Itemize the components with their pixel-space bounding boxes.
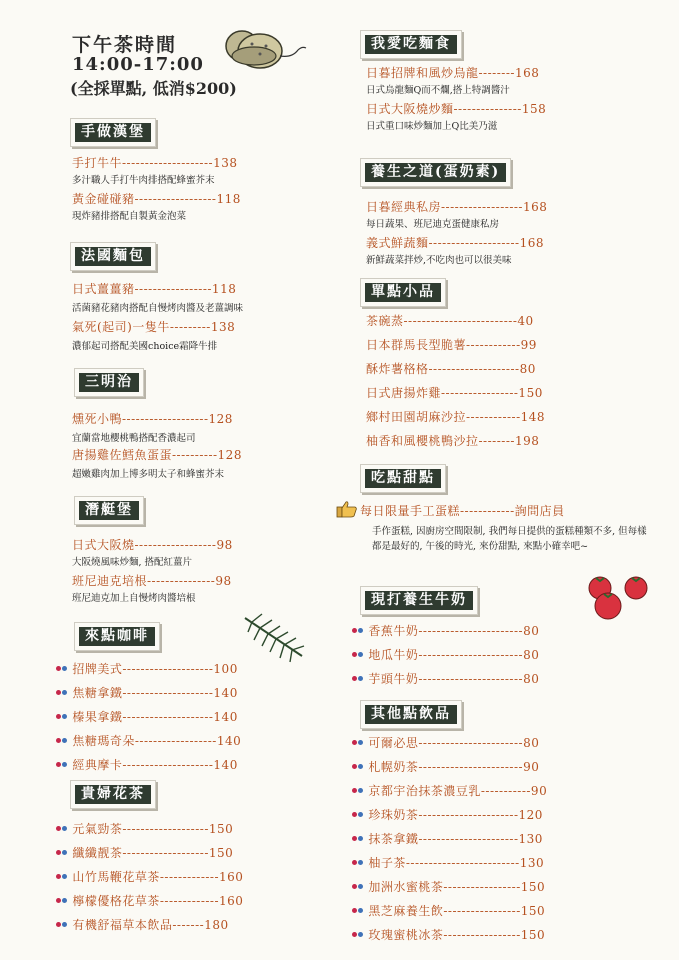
opening-hours: 14:00-17:00 <box>72 54 204 75</box>
menu-item: 日本群馬長型脆薯------------99 <box>366 338 537 352</box>
menu-item: 酥炸薯格格--------------------80 <box>366 362 536 376</box>
list-item: 柚子茶-------------------------130 <box>352 854 544 871</box>
menu-item-desc: 活菌豬花豬肉搭配自慢烤肉醬及老薑調味 <box>72 303 244 314</box>
menu-item: 義式鮮蔬麵--------------------168 <box>366 236 544 250</box>
list-item: 加洲水蜜桃茶-----------------150 <box>352 878 545 895</box>
page-title: 下午茶時間 <box>72 34 178 56</box>
list-item: 有機舒福草本飲品-------180 <box>56 916 229 933</box>
menu-item-desc: 濃郁起司搭配美國choice霜降牛排 <box>72 341 218 352</box>
minimum-charge-note: (全採單點, 低消$200) <box>70 79 237 98</box>
menu-item-desc: 新鮮蔬菜拌炒,不吃肉也可以很美味 <box>366 255 512 266</box>
list-item: 香蕉牛奶-----------------------80 <box>352 622 539 639</box>
list-item: 芋頭牛奶-----------------------80 <box>352 670 539 687</box>
menu-item-desc: 每日蔬果、班尼迪克蛋健康私房 <box>366 219 500 230</box>
menu-item: 柚香和風櫻桃鴨沙拉--------198 <box>366 434 540 448</box>
menu-item: 日暮經典私房------------------168 <box>366 200 548 214</box>
menu-item: 氣死(起司)一隻牛---------138 <box>72 320 236 334</box>
menu-item: 燻死小鴨-------------------128 <box>72 412 233 426</box>
list-item: 經典摩卡--------------------140 <box>56 756 238 773</box>
menu-item: 日式唐揚炸雞-----------------150 <box>366 386 543 400</box>
menu-item-desc: 日式烏龍麵Q而不爛,搭上特調醬汁 <box>366 85 510 96</box>
list-item: 地瓜牛奶-----------------------80 <box>352 646 539 663</box>
menu-item: 茶碗蒸-------------------------40 <box>366 314 534 328</box>
section-sandwich: 三明治 <box>74 368 144 397</box>
menu-item-desc: 現炸豬排搭配自製黃金泡菜 <box>72 211 187 222</box>
list-item: 山竹馬鞭花草茶-------------160 <box>56 868 243 885</box>
section-flower-tea: 貴婦花茶 <box>70 780 156 809</box>
section-noodles: 我愛吃麵食 <box>360 30 462 59</box>
list-item: 京都宇治抹茶濃豆乳-----------90 <box>352 782 547 799</box>
list-item: 札幌奶茶-----------------------90 <box>352 758 539 775</box>
menu-item-desc: 大阪燒風味炒麵, 搭配紅薑片 <box>72 557 193 568</box>
list-item: 焦糖瑪奇朵------------------140 <box>56 732 241 749</box>
list-item: 珍珠奶茶----------------------120 <box>352 806 543 823</box>
list-item: 黑芝麻養生飲-----------------150 <box>352 902 545 919</box>
dessert-note: 手作蛋糕, 因廚房空間限制, 我們每日提供的蛋糕種類不多, 但每樣都是最好的, 午後的時光, 來份甜點, 來點小確幸吧~ <box>372 526 647 552</box>
list-item: 抹茶拿鐵----------------------130 <box>352 830 543 847</box>
list-item: 榛果拿鐵--------------------140 <box>56 708 238 725</box>
pine-branch-illustration <box>240 608 310 664</box>
section-coffee: 來點咖啡 <box>74 622 160 651</box>
section-milk: 現打養生牛奶 <box>360 586 478 615</box>
menu-item-desc: 宜蘭當地櫻桃鴨搭配香濃起司 <box>72 433 196 444</box>
section-submarine: 潛艇堡 <box>74 496 144 525</box>
thumbs-up-icon <box>336 500 358 518</box>
list-item: 元氣勁茶-------------------150 <box>56 820 233 837</box>
section-other-drinks: 其他點飲品 <box>360 700 462 729</box>
menu-item: 黃金碰碰豬------------------118 <box>72 192 241 206</box>
menu-item: 唐揚雞佐鱈魚蛋蛋----------128 <box>72 448 242 462</box>
menu-item: 日暮招牌和風炒烏龍--------168 <box>366 66 540 80</box>
menu-item: 日式薑薑豬-----------------118 <box>72 282 237 296</box>
cookie-illustration <box>212 18 308 78</box>
section-burger: 手做漢堡 <box>70 118 156 147</box>
menu-item-desc: 超嫩雞肉加上博多明太子和蜂蜜芥末 <box>72 469 225 480</box>
menu-item-desc: 班尼迪克加上自慢烤肉醬培根 <box>72 593 196 604</box>
list-item: 玫瑰蜜桃冰茶-----------------150 <box>352 926 545 943</box>
list-item: 招牌美式--------------------100 <box>56 660 238 677</box>
menu-item: 手打牛牛--------------------138 <box>72 156 238 170</box>
list-item: 檸檬優格花草茶-------------160 <box>56 892 243 909</box>
section-french-bread: 法國麵包 <box>70 242 156 271</box>
list-item: 纖纖靓茶-------------------150 <box>56 844 233 861</box>
menu-item: 每日限量手工蛋糕------------詢問店員 <box>360 504 565 518</box>
menu-item: 鄉村田園胡麻沙拉------------148 <box>366 410 546 424</box>
section-dessert: 吃點甜點 <box>360 464 446 493</box>
section-vegetarian: 養生之道(蛋奶素) <box>360 158 511 187</box>
tomato-illustration <box>584 572 654 622</box>
menu-item: 日式大阪燒------------------98 <box>72 538 233 552</box>
menu-item-desc: 多汁職人手打牛肉排搭配蜂蜜芥末 <box>72 175 215 186</box>
list-item: 焦糖拿鐵--------------------140 <box>56 684 238 701</box>
menu-item: 班尼迪克培根---------------98 <box>72 574 232 588</box>
section-snacks: 單點小品 <box>360 278 446 307</box>
list-item: 可爾必思-----------------------80 <box>352 734 539 751</box>
menu-item-desc: 日式重口味炒麵加上Q比美乃滋 <box>366 121 498 132</box>
menu-item: 日式大阪燒炒麵---------------158 <box>366 102 547 116</box>
